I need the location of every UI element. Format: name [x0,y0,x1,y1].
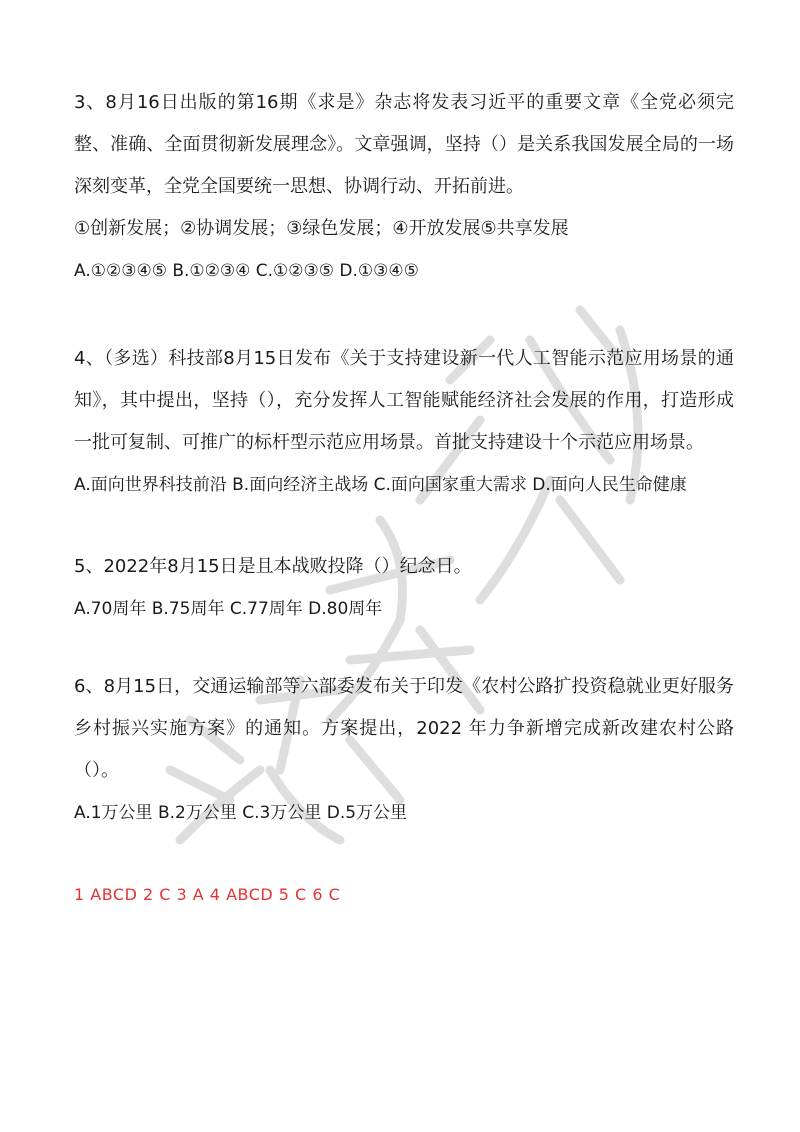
question-list [74,82,734,916]
question-text: 5、2022年8月15日是且本战败投降（）纪念日。 [74,556,472,577]
question-items: ①创新发展；②协调发展；③绿色发展；④开放发展⑤共享发展 [74,218,569,239]
question-options: A.70周年 B.75周年 C.77周年 D.80周年 [74,599,383,619]
question-options: A.面向世界科技前沿 B.面向经济主战场 C.面向国家重大需求 D.面向人民生命健康 [74,475,687,495]
question-3 [74,82,734,292]
question-text: 4、（多选）科技部8月15日发布《关于支持建设新一代人工智能示范应用场景的通知》，其中提出，坚持（），充分发挥人工智能赋能经济社会发展的作用，打造形成一批可复制、可推广的标杆型示范应用场景。首批支持建设十个示范应用场景。 [74,348,734,453]
question-text: 3、8月16日出版的第16期《求是》杂志将发表习近平的重要文章《全党必须完整、准确、全面贯彻新发展理念》。文章强调，坚持（）是关系我国发展全局的一场深刻变革，全党全国要统一思想、协调行动、开拓前进。 [74,92,734,197]
question-5 [74,546,734,630]
question-4 [74,338,734,506]
question-options: A.1万公里 B.2万公里 C.3万公里 D.5万公里 [74,803,408,823]
question-6 [74,666,734,834]
answer-key: 1 ABCD 2 C 3 A 4 ABCD 5 C 6 C [74,885,341,904]
question-options: A.①②③④⑤ B.①②③④ C.①②③⑤ D.①③④⑤ [74,261,419,281]
question-text: 6、8月15日，交通运输部等六部委发布关于印发《农村公路扩投资稳就业更好服务乡村振兴实施方案》的通知。方案提出，2022 年力争新增完成新改建农村公路（）。 [74,676,734,781]
